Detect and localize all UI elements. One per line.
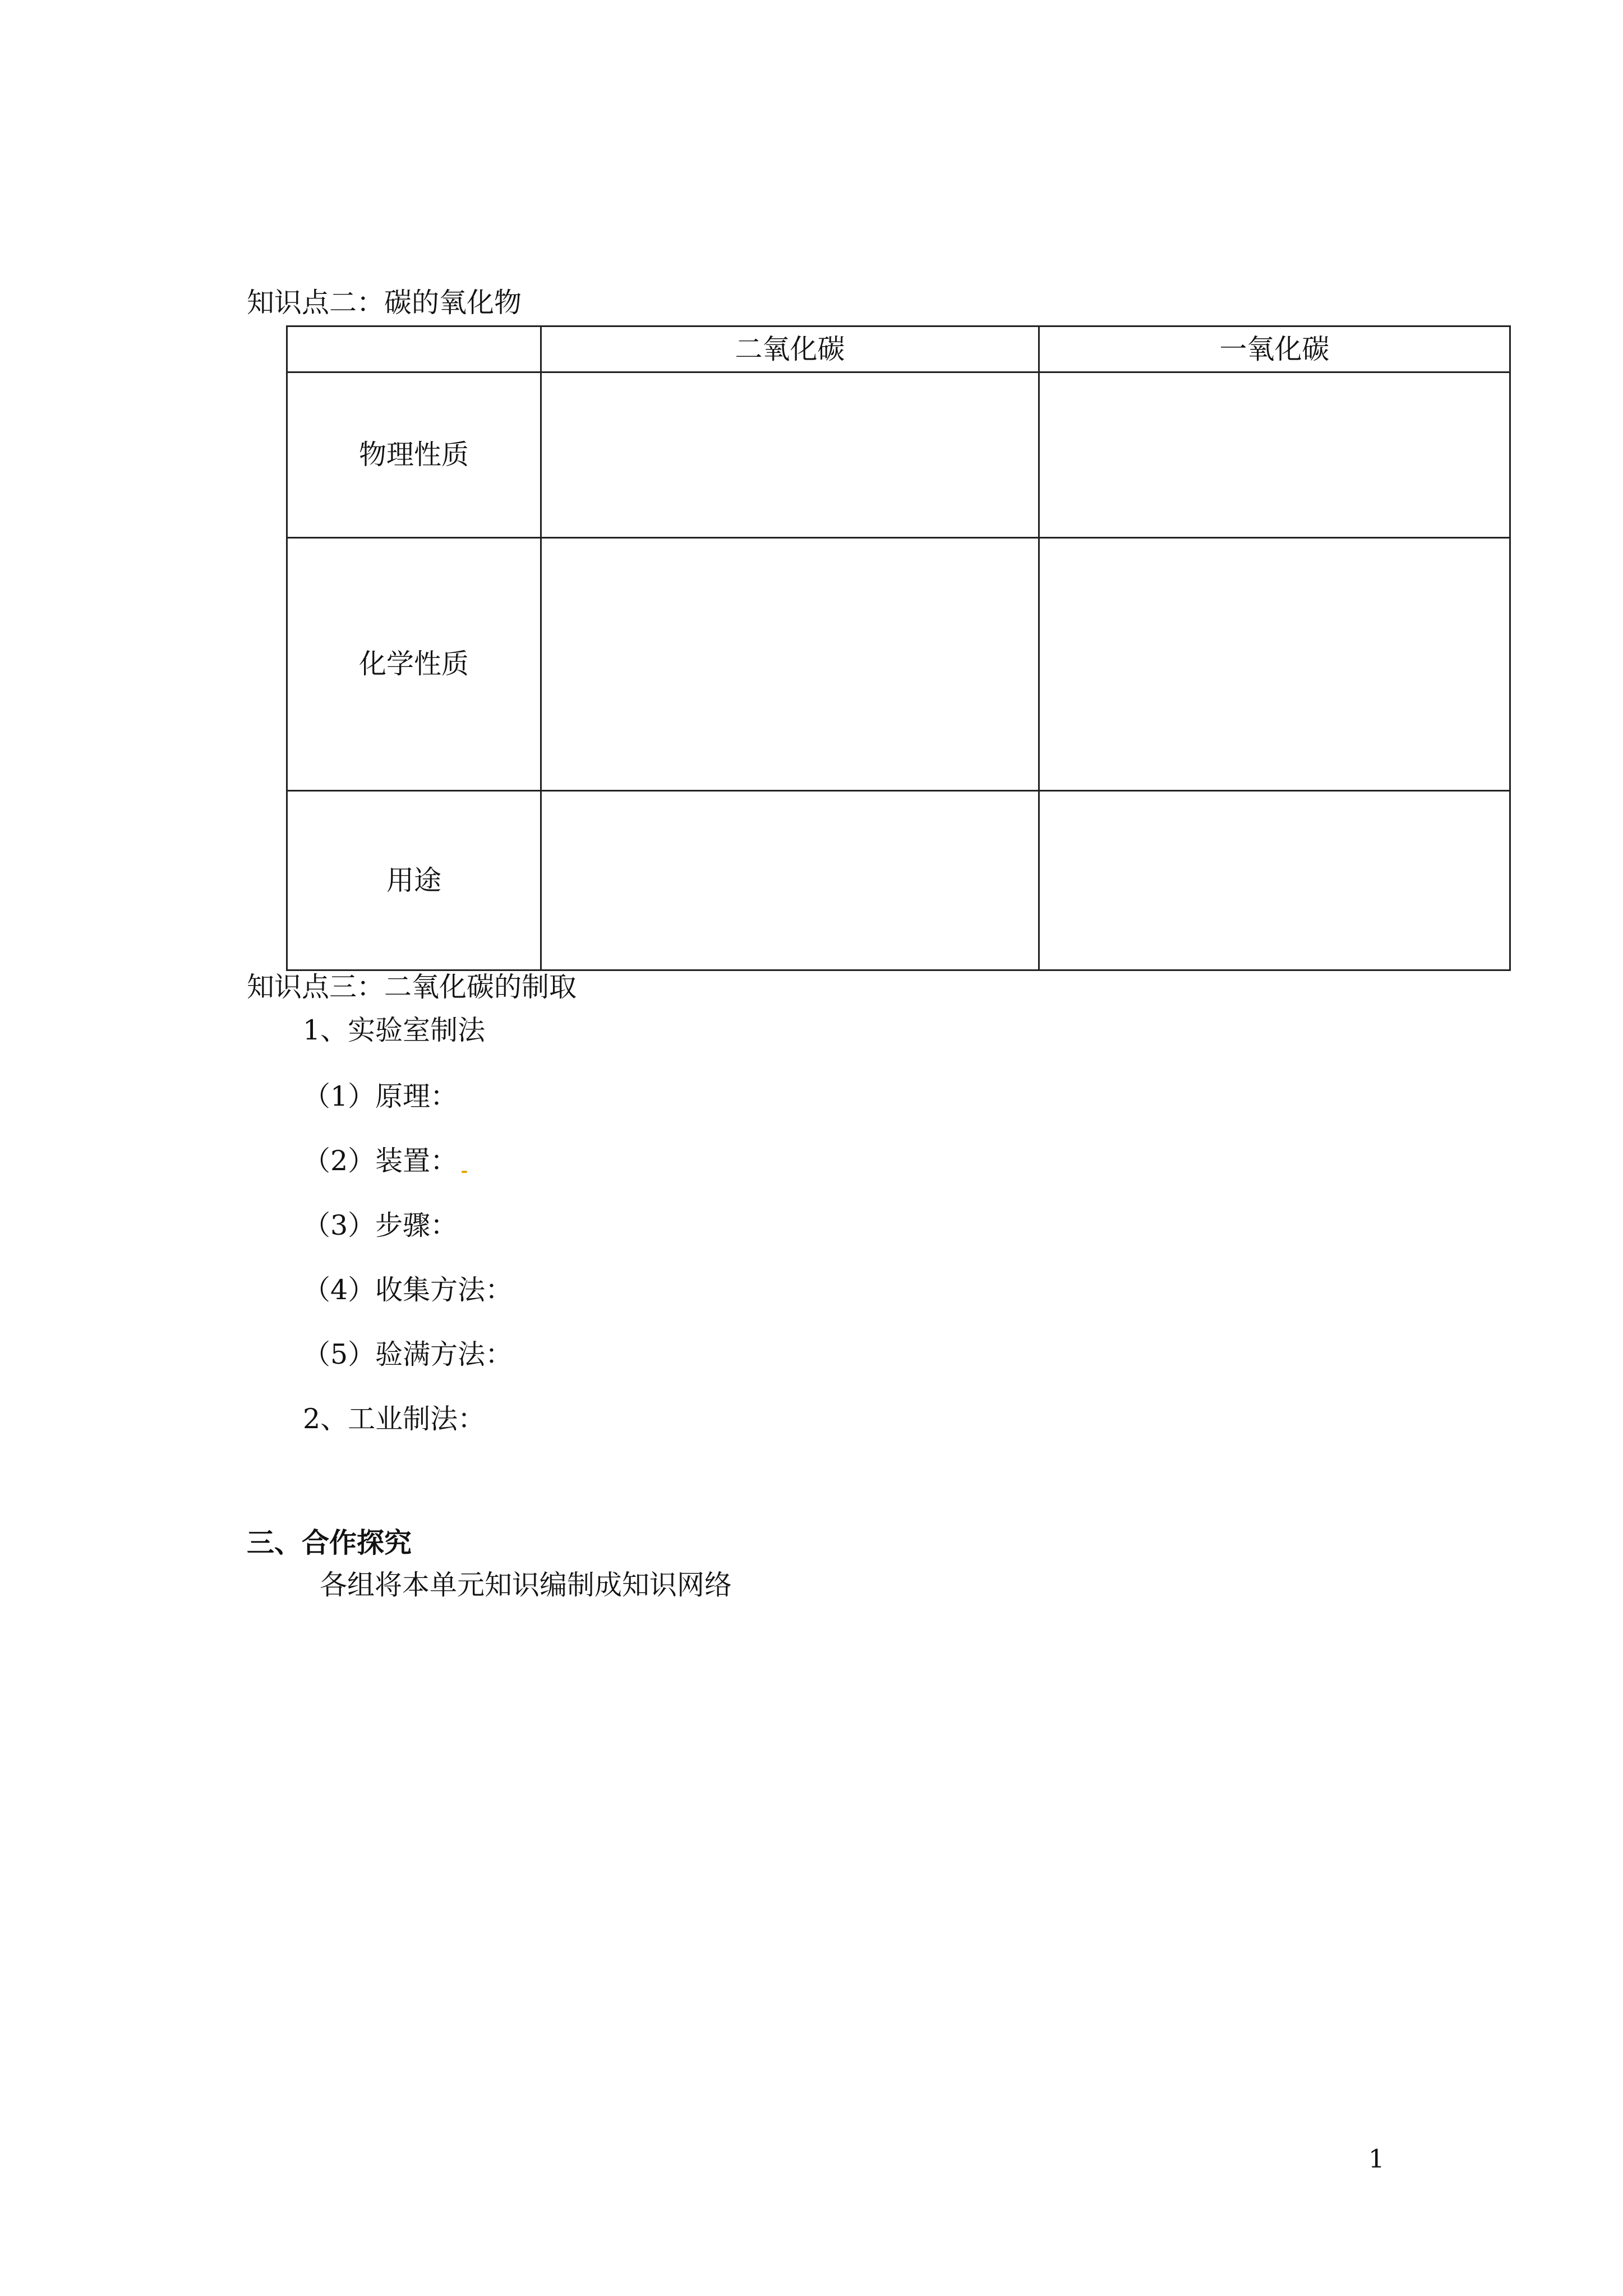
cooperation-content: 各组将本单元知识编制成知识网络	[320, 1569, 732, 1601]
physical-properties-label: 物理性质	[287, 372, 541, 538]
table-header-empty	[287, 326, 541, 372]
lab-method-heading: 1、实验室制法	[303, 1014, 486, 1046]
uses-label: 用途	[287, 791, 541, 970]
chemical-properties-label: 化学性质	[287, 538, 541, 791]
cooperation-title: 三、合作探究	[247, 1526, 412, 1559]
section-3-title: 知识点三：二氧化碳的制取	[247, 971, 577, 1003]
carbon-monoxide-chemical-properties-cell	[1039, 538, 1510, 791]
table-header-row	[287, 326, 1510, 372]
fullness-test-item: （5）验满方法：	[303, 1338, 513, 1370]
steps-item: （3）步骤：	[303, 1209, 458, 1241]
section-2-title: 知识点二：碳的氧化物	[247, 287, 522, 319]
table-row	[287, 538, 1510, 791]
table-row	[287, 372, 1510, 538]
carbon-dioxide-uses-cell	[541, 791, 1039, 970]
orange-mark	[462, 1171, 467, 1173]
carbon-oxides-table	[286, 325, 1511, 971]
table-header-carbon-dioxide: 二氧化碳	[541, 326, 1039, 372]
industrial-method-heading: 2、工业制法：	[303, 1403, 486, 1435]
page-number: 1	[1368, 2144, 1385, 2174]
apparatus-item: （2）装置：	[303, 1145, 458, 1177]
carbon-monoxide-uses-cell	[1039, 791, 1510, 970]
table-row	[287, 791, 1510, 970]
carbon-dioxide-chemical-properties-cell	[541, 538, 1039, 791]
principle-item: （1）原理：	[303, 1080, 458, 1112]
table-header-carbon-monoxide: 一氧化碳	[1039, 326, 1510, 372]
carbon-dioxide-physical-properties-cell	[541, 372, 1039, 538]
collection-method-item: （4）收集方法：	[303, 1274, 513, 1306]
carbon-monoxide-physical-properties-cell	[1039, 372, 1510, 538]
